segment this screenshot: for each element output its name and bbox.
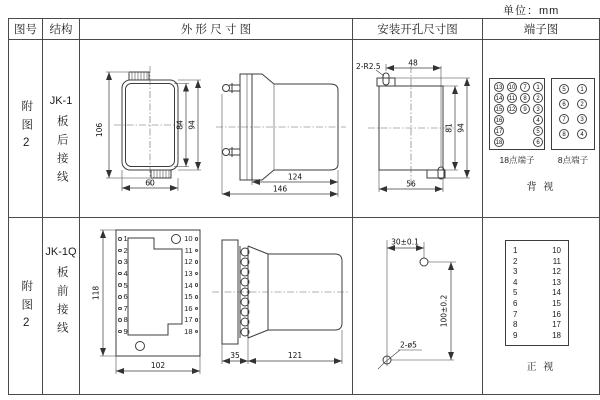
- terminal-circle: 17: [494, 126, 504, 136]
- terminal-dot-icon: [195, 330, 199, 334]
- header-row: [9, 19, 600, 40]
- terminal-item: [118, 268, 128, 280]
- jk1q-side-view-drawing: [208, 224, 350, 390]
- terminal-dot-icon: [118, 272, 122, 276]
- terminal-circle: 1: [533, 82, 543, 92]
- terminal-block-front: [505, 240, 569, 346]
- dim-front-height-label: 118: [91, 285, 101, 301]
- terminal-circle: 16: [494, 115, 504, 125]
- dim-body-label: 121: [287, 351, 303, 360]
- front-right-terminals: [178, 233, 198, 337]
- terminal-dot-icon: [195, 283, 199, 287]
- terminal-column: [577, 84, 587, 144]
- row-jk1: [9, 40, 600, 218]
- terminal-circle: 2: [577, 99, 587, 109]
- terminal-item: [184, 268, 198, 280]
- terminal-column: [552, 246, 561, 340]
- terminal-number: 11: [552, 256, 561, 266]
- terminal-item: [118, 291, 128, 303]
- terminal-block-18: [489, 78, 545, 150]
- terminal-dot-icon: [118, 283, 122, 287]
- terminal-item: [184, 326, 198, 338]
- dim-body-length-label: 124: [287, 172, 303, 182]
- dim-hole-spacing-v-label: 100±0.2: [439, 294, 449, 328]
- terminal-column: [506, 82, 518, 149]
- terminal-number: 4: [513, 277, 518, 287]
- slot-radius-label: 2-R2.5: [356, 62, 381, 71]
- terminal-dot-icon: [195, 260, 199, 264]
- terminal-number: 14: [552, 288, 561, 298]
- terminal-dot-icon: [118, 318, 122, 322]
- terminal-number: 5: [123, 280, 128, 290]
- terminal-number: 10: [184, 234, 193, 244]
- dim-cutout-height-label: 81: [444, 123, 454, 133]
- hole-diameter-label: 2-ø5: [400, 340, 417, 350]
- terminal-number: 15: [184, 292, 193, 302]
- terminal-item: [184, 291, 198, 303]
- terminal-number: 4: [123, 269, 128, 279]
- terminal-dot-icon: [118, 237, 122, 241]
- header-structure: 结构: [43, 19, 80, 40]
- terminal-number: 13: [184, 269, 193, 279]
- terminal-cell-2: [483, 218, 600, 395]
- terminal-circle: 4: [533, 115, 543, 125]
- terminal-number: 2: [123, 245, 128, 255]
- dim-slot-spacing-label: 48: [408, 58, 418, 68]
- terminal-circle: 5: [559, 84, 569, 94]
- terminal-number: 10: [552, 246, 561, 255]
- mounting-cell-1: [353, 40, 483, 218]
- terminal-number: 8: [513, 320, 518, 330]
- jk1-mounting-hole-drawing: [354, 54, 481, 199]
- terminal-circle: 6: [533, 137, 543, 147]
- terminal-circle: 14: [494, 93, 504, 103]
- terminal-circle: 5: [533, 126, 543, 136]
- dim-hole-spacing-h-label: 30±0.1: [391, 237, 419, 247]
- terminal-number: 16: [184, 303, 193, 313]
- terminal-number: 12: [184, 257, 193, 267]
- terminal-circle: 7: [559, 114, 569, 124]
- terminal-number: 16: [552, 309, 561, 319]
- terminal-number: 7: [123, 303, 128, 313]
- wiring-type: 板前接线: [55, 266, 68, 340]
- terminal-number: 7: [513, 309, 518, 319]
- model-name: JK-1Q: [45, 246, 77, 258]
- figure-number: 附图2: [20, 280, 33, 336]
- terminal-number: 3: [513, 267, 518, 277]
- wiring-type: 板后接线: [55, 115, 68, 189]
- terminal-number: 17: [184, 315, 193, 325]
- terminal-circle: 7: [520, 82, 530, 92]
- terminal-dot-icon: [195, 237, 199, 241]
- terminal-column: [513, 246, 517, 340]
- terminal-column: [519, 82, 531, 149]
- terminal-item: [118, 256, 128, 268]
- figure-cell-2: [9, 218, 43, 395]
- terminal-dot-icon: [118, 260, 122, 264]
- terminal-item: [118, 233, 128, 245]
- dim-front-width-label: 102: [150, 361, 166, 370]
- outline-cell-1: [80, 40, 353, 218]
- front-view-label: 正 视: [526, 362, 556, 373]
- dim-overall-mount-height-label: 94: [456, 123, 466, 133]
- terminal-number: 9: [513, 330, 518, 340]
- terminal-number: 8: [123, 315, 128, 325]
- terminal-item: [184, 303, 198, 315]
- terminal-circle: 13: [494, 82, 504, 92]
- terminal-dot-icon: [195, 249, 199, 253]
- row-jk1q: [9, 218, 600, 395]
- terminal-item: [184, 256, 198, 268]
- rear-view-label: 背 视: [526, 182, 556, 193]
- jk1-front-view-drawing: [92, 60, 217, 195]
- terminal-number: 12: [552, 267, 561, 277]
- terminal-number: 2: [513, 256, 518, 266]
- terminal-column: [493, 82, 505, 149]
- outline-cell-2: [80, 218, 353, 395]
- terminal-dot-icon: [195, 272, 199, 276]
- terminal-number: 11: [184, 245, 193, 255]
- jk1q-mounting-hole-drawing: [354, 220, 481, 392]
- terminal-number: 9: [123, 327, 128, 337]
- terminal-item: [185, 245, 198, 257]
- terminal-item: [118, 245, 128, 257]
- terminal-circle: 8: [559, 129, 569, 139]
- terminal-number: 5: [513, 288, 518, 298]
- mounting-cell-2: [353, 218, 483, 395]
- terminal-circle: 9: [520, 104, 530, 114]
- terminal18-label: 18点端子: [499, 155, 535, 165]
- terminal-number: 6: [123, 292, 128, 302]
- jk1-side-view-drawing: [210, 58, 350, 198]
- terminal-item: [118, 279, 128, 291]
- terminal8-label: 8点端子: [557, 155, 589, 165]
- dim-cutout-width-label: 56: [406, 179, 416, 189]
- header-terminal: 端子图: [483, 19, 600, 40]
- terminal-number: 18: [184, 327, 193, 337]
- terminal-circle: 1: [577, 84, 587, 94]
- terminal-number: 6: [513, 298, 518, 308]
- terminal-dot-icon: [118, 249, 122, 253]
- structure-cell-1: [43, 40, 80, 218]
- model-name: JK-1: [49, 95, 73, 107]
- terminal-number: 15: [552, 298, 561, 308]
- terminal-number: 1: [513, 246, 518, 255]
- terminal-dot-icon: [118, 330, 122, 334]
- dim-overall-length-label: 146: [272, 184, 288, 194]
- terminal-dot-icon: [195, 307, 199, 311]
- terminal-dot-icon: [118, 295, 122, 299]
- terminal-item: [118, 326, 128, 338]
- terminal-circle: 18: [494, 137, 504, 147]
- header-mounting: 安装开孔尺寸图: [353, 19, 483, 40]
- terminal-item: [118, 314, 128, 326]
- dim-flange-label: 35: [230, 351, 240, 360]
- terminal-column: [559, 84, 569, 144]
- terminal-circle: 11: [507, 93, 517, 103]
- terminal-circle: 3: [577, 114, 587, 124]
- spec-table: [8, 18, 600, 395]
- dim-width-label: 60: [145, 178, 155, 188]
- terminal-number: 1: [123, 234, 128, 244]
- structure-cell-2: [43, 218, 80, 395]
- terminal-number: 3: [123, 257, 128, 267]
- figure-cell-1: [9, 40, 43, 218]
- terminal-circle: 12: [507, 104, 517, 114]
- terminal-circle: 3: [533, 104, 543, 114]
- terminal-number: 17: [552, 320, 561, 330]
- terminal-dot-icon: [195, 318, 199, 322]
- dim-overall-height-label: 106: [95, 122, 104, 138]
- terminal-item: [184, 314, 198, 326]
- terminal-circle: 8: [520, 93, 530, 103]
- header-outline: 外 形 尺 寸 图: [80, 19, 353, 40]
- figure-number: 附图2: [20, 100, 33, 156]
- terminal-block-8: [551, 78, 595, 150]
- dim-outer-height-label: 94: [187, 120, 197, 130]
- terminal-item: [118, 303, 128, 315]
- terminal-circle: 2: [533, 93, 543, 103]
- header-figure: 图号: [9, 19, 43, 40]
- terminal-dot-icon: [118, 307, 122, 311]
- terminal-number: 18: [552, 330, 561, 340]
- jk1q-front-view-drawing: [90, 222, 215, 388]
- terminal-circle: 10: [507, 82, 517, 92]
- terminal-dot-icon: [195, 295, 199, 299]
- terminal-number: 14: [184, 280, 193, 290]
- terminal-column: [532, 82, 544, 149]
- terminal-circle: 4: [577, 129, 587, 139]
- dim-inner-height-label: 84: [175, 120, 185, 130]
- terminal-item: [184, 233, 198, 245]
- front-left-terminals: [118, 233, 128, 337]
- terminal-circle: 15: [494, 104, 504, 114]
- terminal-item: [184, 279, 198, 291]
- terminal-circle: 6: [559, 99, 569, 109]
- terminal-number: 13: [552, 277, 561, 287]
- terminal-cell-1: [483, 40, 600, 218]
- unit-label: 单位：mm: [503, 5, 560, 17]
